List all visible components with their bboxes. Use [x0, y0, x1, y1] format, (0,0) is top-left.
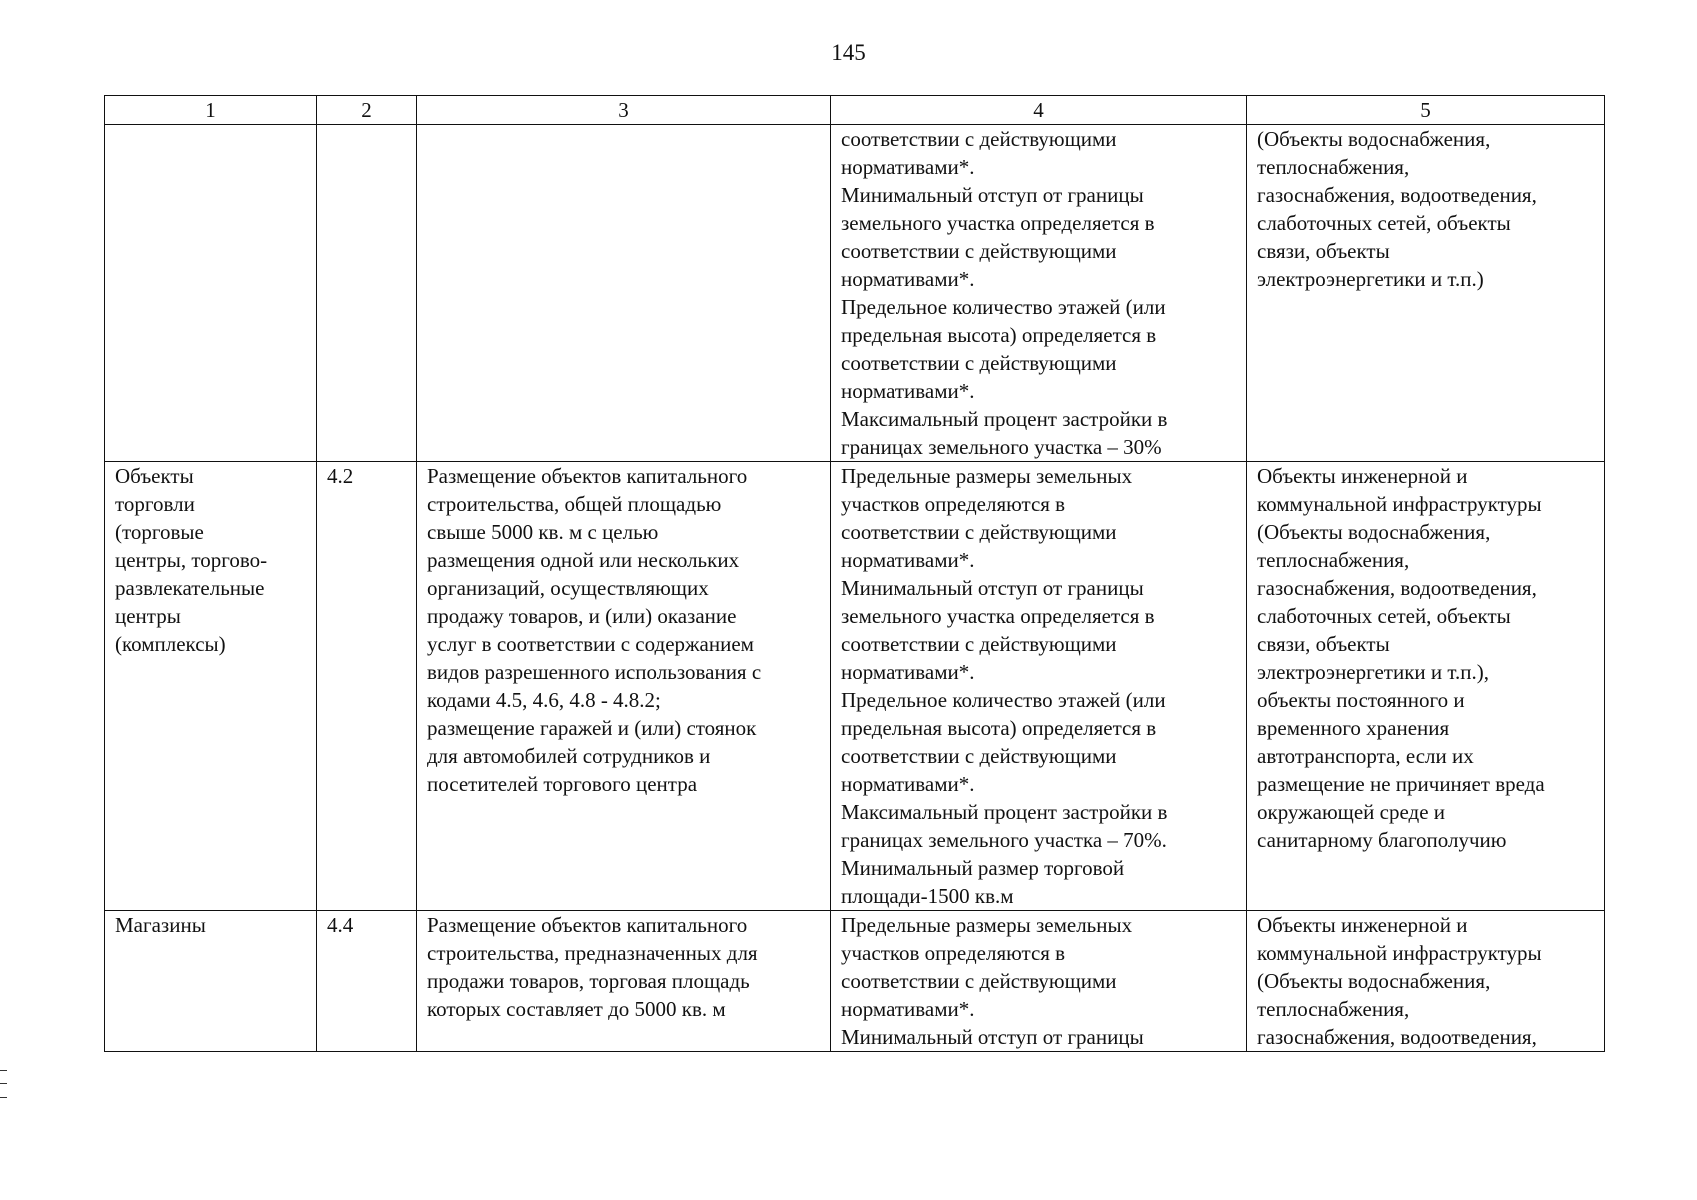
cell-text-line: строительства, предназначенных для: [427, 941, 758, 965]
cell-text-line: центры: [115, 604, 181, 628]
page-number: 145: [831, 40, 866, 65]
cell-description: [417, 911, 831, 1052]
cell-auxiliary-uses: [1247, 462, 1605, 911]
cell-text-line: кодами 4.5, 4.6, 4.8 - 4.8.2;: [427, 688, 661, 712]
cell-text-line: Предельное количество этажей (или: [841, 688, 1166, 712]
cell-text-line: посетителей торгового центра: [427, 772, 698, 796]
table-row-continuation: [105, 125, 1605, 462]
cell-text-line: для автомобилей сотрудников и: [427, 744, 711, 768]
cell-text-line: теплоснабжения,: [1257, 548, 1410, 572]
cell-text-line: теплоснабжения,: [1257, 997, 1410, 1021]
cell-text-line: Минимальный отступ от границы: [841, 183, 1144, 207]
cell-text-line: Магазины: [115, 913, 206, 937]
cell-text-line: объекты постоянного и: [1257, 688, 1465, 712]
cell-text-line: Объекты инженерной и: [1257, 913, 1468, 937]
scan-edge-mark: [0, 1070, 7, 1098]
cell-text-line: Объекты: [115, 464, 194, 488]
cell-parameters: [831, 125, 1247, 462]
cell-code: [317, 462, 417, 911]
column-header-4: 4: [831, 96, 1247, 125]
cell-text-line: 4.2: [327, 464, 354, 488]
cell-text-line: размещения одной или нескольких: [427, 548, 740, 572]
cell-text-line: нормативами*.: [841, 267, 975, 291]
cell-text-line: границах земельного участка – 70%.: [841, 828, 1167, 852]
cell-text-line: соответствии с действующими: [841, 744, 1117, 768]
cell-text-line: Размещение объектов капитального: [427, 913, 748, 937]
cell-auxiliary-uses: [1247, 911, 1605, 1052]
cell-text-line: Предельное количество этажей (или: [841, 295, 1166, 319]
cell-text-line: Минимальный отступ от границы: [841, 576, 1144, 600]
cell-text-line: газоснабжения, водоотведения,: [1257, 1025, 1537, 1049]
table-row-trade-objects: [105, 462, 1605, 911]
cell-text-line: нормативами*.: [841, 548, 975, 572]
cell-text-line: связи, объекты: [1257, 239, 1390, 263]
cell-parameters: [831, 462, 1247, 911]
cell-text-line: нормативами*.: [841, 155, 975, 179]
cell-description: [417, 462, 831, 911]
cell-text-line: соответствии с действующими: [841, 520, 1117, 544]
cell-text-line: газоснабжения, водоотведения,: [1257, 183, 1537, 207]
cell-text-line: продажи товаров, торговая площадь: [427, 969, 750, 993]
cell-text-line: 4.4: [327, 913, 354, 937]
cell-description: [417, 125, 831, 462]
cell-text-line: временного хранения: [1257, 716, 1450, 740]
cell-use-name: [105, 911, 317, 1052]
cell-text-line: Максимальный процент застройки в: [841, 800, 1168, 824]
cell-text-line: электроэнергетики и т.п.): [1257, 267, 1484, 291]
cell-text-line: услуг в соответствии с содержанием: [427, 632, 754, 656]
cell-text-line: (Объекты водоснабжения,: [1257, 969, 1491, 993]
cell-text-line: Минимальный отступ от границы: [841, 1025, 1144, 1049]
cell-text-line: соответствии с действующими: [841, 632, 1117, 656]
cell-text-line: (Объекты водоснабжения,: [1257, 127, 1491, 151]
cell-text-line: строительства, общей площадью: [427, 492, 722, 516]
cell-text-line: (Объекты водоснабжения,: [1257, 520, 1491, 544]
column-header-5: 5: [1247, 96, 1605, 125]
cell-parameters: [831, 911, 1247, 1052]
cell-text-line: Размещение объектов капитального: [427, 464, 748, 488]
cell-text-line: слаботочных сетей, объекты: [1257, 604, 1511, 628]
cell-text-line: окружающей среде и: [1257, 800, 1446, 824]
cell-text-line: центры, торгово-: [115, 548, 268, 572]
cell-text-line: Максимальный процент застройки в: [841, 407, 1168, 431]
table-row-shops: [105, 911, 1605, 1052]
cell-text-line: слаботочных сетей, объекты: [1257, 211, 1511, 235]
cell-use-name: [105, 462, 317, 911]
cell-text-line: которых составляет до 5000 кв. м: [427, 997, 726, 1021]
cell-text-line: автотранспорта, если их: [1257, 744, 1474, 768]
cell-text-line: (комплексы): [115, 632, 226, 656]
cell-text-line: продажу товаров, и (или) оказание: [427, 604, 737, 628]
cell-text-line: связи, объекты: [1257, 632, 1390, 656]
cell-text-line: Объекты инженерной и: [1257, 464, 1468, 488]
zoning-table: [104, 95, 1605, 1052]
cell-text-line: Предельные размеры земельных: [841, 913, 1133, 937]
cell-auxiliary-uses: [1247, 125, 1605, 462]
cell-text-line: нормативами*.: [841, 379, 975, 403]
column-header-3: 3: [417, 96, 831, 125]
cell-text-line: соответствии с действующими: [841, 239, 1117, 263]
cell-text-line: электроэнергетики и т.п.),: [1257, 660, 1489, 684]
column-header-2: 2: [317, 96, 417, 125]
cell-text-line: нормативами*.: [841, 772, 975, 796]
cell-text-line: свыше 5000 кв. м с целью: [427, 520, 659, 544]
cell-text-line: площади-1500 кв.м: [841, 884, 1014, 908]
cell-text-line: санитарному благополучию: [1257, 828, 1507, 852]
cell-text-line: видов разрешенного использования с: [427, 660, 762, 684]
cell-text-line: Предельные размеры земельных: [841, 464, 1133, 488]
cell-use-name: [105, 125, 317, 462]
cell-text-line: земельного участка определяется в: [841, 604, 1155, 628]
cell-text-line: размещение гаражей и (или) стоянок: [427, 716, 757, 740]
cell-text-line: предельная высота) определяется в: [841, 323, 1157, 347]
cell-text-line: границах земельного участка – 30%: [841, 435, 1162, 459]
cell-text-line: Минимальный размер торговой: [841, 856, 1125, 880]
table-header-row: [105, 96, 1605, 125]
cell-text-line: коммунальной инфраструктуры: [1257, 492, 1542, 516]
column-header-1: 1: [105, 96, 317, 125]
cell-text-line: торговли: [115, 492, 195, 516]
cell-text-line: нормативами*.: [841, 997, 975, 1021]
cell-text-line: коммунальной инфраструктуры: [1257, 941, 1542, 965]
cell-text-line: участков определяются в: [841, 492, 1066, 516]
cell-text-line: нормативами*.: [841, 660, 975, 684]
cell-text-line: развлекательные: [115, 576, 265, 600]
cell-text-line: земельного участка определяется в: [841, 211, 1155, 235]
cell-text-line: соответствии с действующими: [841, 969, 1117, 993]
cell-text-line: теплоснабжения,: [1257, 155, 1410, 179]
cell-text-line: предельная высота) определяется в: [841, 716, 1157, 740]
cell-text-line: размещение не причиняет вреда: [1257, 772, 1545, 796]
cell-text-line: организаций, осуществляющих: [427, 576, 709, 600]
cell-code: [317, 911, 417, 1052]
cell-text-line: соответствии с действующими: [841, 351, 1117, 375]
cell-code: [317, 125, 417, 462]
cell-text-line: соответствии с действующими: [841, 127, 1117, 151]
cell-text-line: (торговые: [115, 520, 204, 544]
cell-text-line: газоснабжения, водоотведения,: [1257, 576, 1537, 600]
cell-text-line: участков определяются в: [841, 941, 1066, 965]
